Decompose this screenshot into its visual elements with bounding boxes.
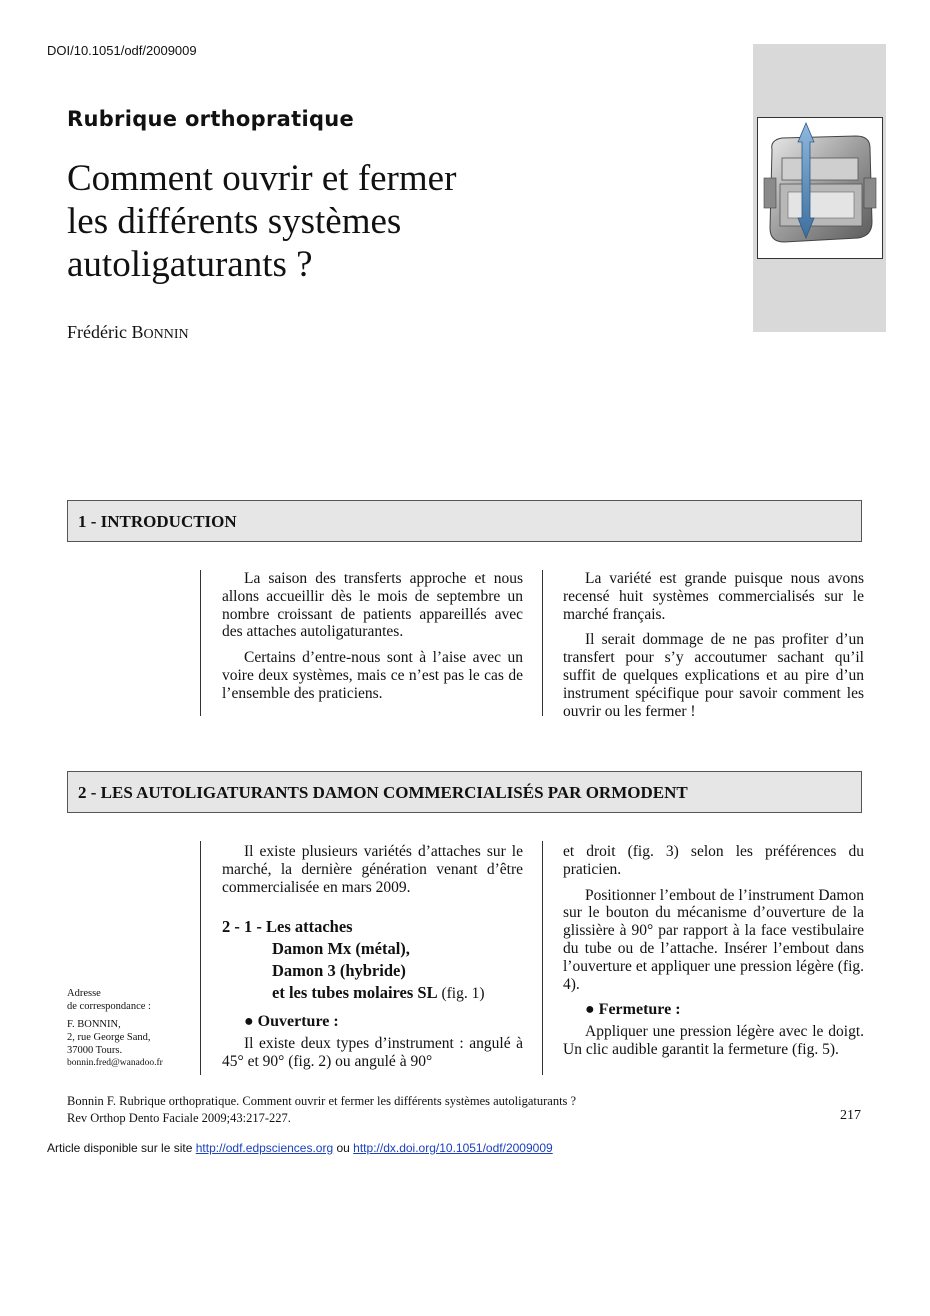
page-number: 217 xyxy=(840,1108,861,1123)
address-email: bonnin.fred@wanadoo.fr xyxy=(67,1058,163,1068)
address-city: 37000 Tours. xyxy=(67,1045,123,1056)
subheading-line: Damon 3 (hybride) xyxy=(272,961,406,981)
rubric-label: Rubrique orthopratique xyxy=(67,107,355,131)
paragraph: La variété est grande puisque nous avons recensé huit systèmes commercialisés sur le marché français. xyxy=(563,570,864,623)
figure-reference: (fig. 1) xyxy=(437,985,485,1003)
bracket-image xyxy=(758,118,882,258)
damon-column-left xyxy=(222,843,523,1079)
section-heading-damon: 2 - LES AUTOLIGATURANTS DAMON COMMERCIALISÉS PAR ORMODENT xyxy=(67,771,862,813)
subheading-line: 2 - 1 - Les attaches xyxy=(222,917,353,937)
column-rule xyxy=(200,570,201,716)
paragraph: Il existe deux types d’instrument : angulé à 45° et 90° (fig. 2) ou angulé à 90° xyxy=(222,1035,523,1070)
subheading-line: et les tubes molaires SL xyxy=(272,983,438,1003)
correspondence-address xyxy=(67,987,182,1070)
title-line: les différents systèmes xyxy=(67,201,402,242)
availability-text: Article disponible sur le site xyxy=(47,1141,196,1155)
citation-line: Bonnin F. Rubrique orthopratique. Comment ouvrir et fermer les différents systèmes autoligaturants ? xyxy=(67,1094,577,1108)
paragraph: La saison des transferts approche et nous allons accueillir dès le mois de septembre un nombre croissant de patients appareillés avec des attaches autoligaturantes. xyxy=(222,570,523,641)
author-name xyxy=(67,322,189,343)
column-rule xyxy=(200,841,201,1075)
fermeture-label: Fermeture : xyxy=(598,1001,681,1019)
address-street: 2, rue George Sand, xyxy=(67,1032,151,1043)
paragraph: Appliquer une pression légère avec le doigt. Un clic audible garantit la fermeture (fig. 5). xyxy=(563,1023,864,1058)
author-first-name: Frédéric xyxy=(67,322,132,342)
address-label: Adresse xyxy=(67,988,101,999)
availability-note xyxy=(47,1141,553,1155)
title-line: Comment ouvrir et fermer xyxy=(67,158,457,199)
intro-column-right xyxy=(563,570,864,728)
paragraph: Il serait dommage de ne pas profiter d’un transfert pour s’y accoutumer sachant qu’il suffit de quelques explications et au pire d’un instrument spécifique pour savoir comment les ouvrir ou les fermer ! xyxy=(563,631,864,720)
paragraph: et droit (fig. 3) selon les préférences du praticien. xyxy=(563,843,864,878)
edpsciences-link[interactable]: http://odf.edpsciences.org xyxy=(195,1141,334,1155)
availability-text: ou xyxy=(333,1141,354,1155)
title-line: autoligaturants ? xyxy=(67,244,313,285)
paragraph: Certains d’entre-nous sont à l’aise avec un voire deux systèmes, mais ce n’est pas le cas de l’ensemble des praticiens. xyxy=(222,649,523,702)
paragraph: Il existe plusieurs variétés d’attaches sur le marché, la dernière génération venant d’être commercialisée en mars 2009. xyxy=(222,843,523,896)
address-label: de correspondance : xyxy=(67,1001,151,1012)
author-last-initial: B xyxy=(131,322,144,342)
paragraph: Positionner l’embout de l’instrument Damon sur le bouton du mécanisme d’ouverture de la glissière à 90° par rapport à la face vestibulaire du tube ou de l’attache. Insérer l’embout dans l’ouverture et appliquer une pression légère (fig. 4). xyxy=(563,886,864,993)
author-last-rest: ONNIN xyxy=(143,327,189,342)
damon-column-right xyxy=(563,843,864,1067)
bullet-icon: ● xyxy=(585,1001,595,1019)
subsection-heading xyxy=(222,916,523,1005)
intro-column-left xyxy=(222,570,523,711)
bullet-icon: ● xyxy=(244,1013,254,1031)
column-rule xyxy=(542,841,543,1075)
bracket-figure xyxy=(757,117,883,259)
fermeture-heading xyxy=(585,1001,864,1019)
doi-header: DOI/10.1051/odf/2009009 xyxy=(47,43,197,58)
citation-footer xyxy=(67,1093,576,1127)
subheading-line: Damon Mx (métal), xyxy=(272,939,410,959)
address-name: F. BONNIN, xyxy=(67,1019,121,1030)
citation-line: Rev Orthop Dento Faciale 2009;43:217-227. xyxy=(67,1111,291,1125)
ouverture-label: Ouverture : xyxy=(257,1013,339,1031)
doi-link[interactable]: http://dx.doi.org/10.1051/odf/2009009 xyxy=(353,1141,553,1155)
ouverture-heading xyxy=(244,1013,523,1031)
column-rule xyxy=(542,570,543,716)
section-heading-introduction: 1 - INTRODUCTION xyxy=(67,500,862,542)
article-title xyxy=(67,157,667,286)
